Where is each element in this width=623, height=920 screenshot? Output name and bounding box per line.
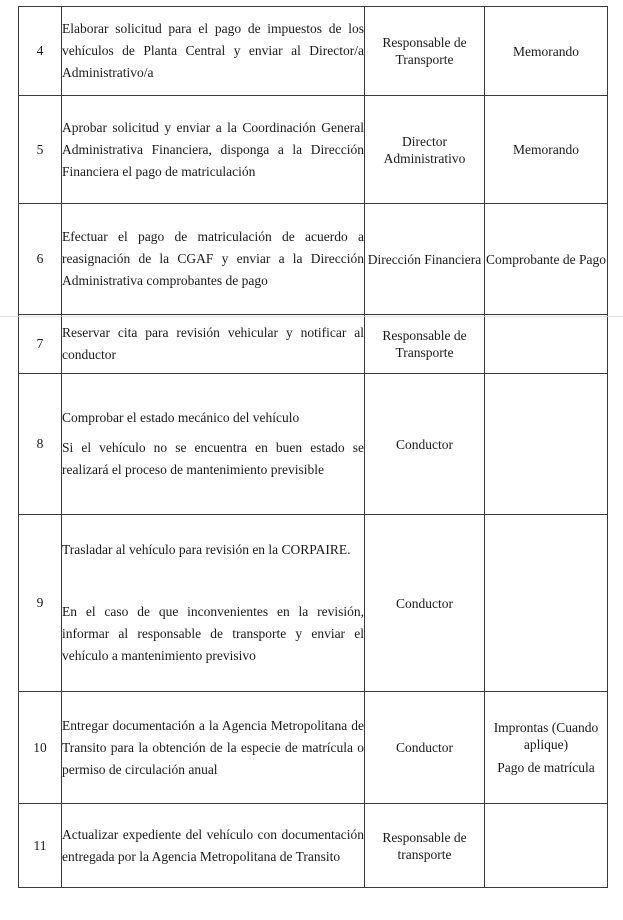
step-activity (62, 374, 365, 515)
step-responsible: Dirección Financiera (365, 204, 485, 315)
step-number: 9 (19, 515, 62, 692)
step-responsible: Conductor (365, 515, 485, 692)
activity-text: Comprobar el estado mecánico del vehículo (62, 410, 300, 425)
step-responsible: Conductor (365, 692, 485, 804)
document-text: Memorando (513, 43, 579, 59)
document-text: Comprobante de Pago (486, 251, 606, 267)
step-activity (62, 7, 365, 96)
scan-artifact-line (0, 316, 623, 317)
step-responsible: Responsable de Transporte (365, 315, 485, 374)
table-row (19, 96, 608, 204)
step-responsible: Responsable de transporte (365, 804, 485, 888)
step-document (485, 204, 608, 315)
step-document (485, 692, 608, 804)
activity-text: Efectuar el pago de matriculación de acuerdo a reasignación de la CGAF y enviar a la Dirección Administrativa comprobantes de pago (62, 229, 364, 288)
table-row (19, 804, 608, 888)
activity-text: Elaborar solicitud para el pago de impuestos de los vehículos de Planta Central y enviar al Director/a Administrativo/a (62, 21, 364, 80)
step-activity (62, 804, 365, 888)
step-document (485, 96, 608, 204)
step-activity (62, 515, 365, 692)
step-document (485, 515, 608, 692)
step-activity (62, 692, 365, 804)
document-text: Improntas (Cuando aplique) (493, 720, 599, 752)
procedure-table (18, 6, 608, 888)
document-text: Memorando (513, 142, 579, 157)
step-document (485, 7, 608, 96)
activity-text: Entregar documentación a la Agencia Metropolitana de Transito para la obtención de la especie de matrícula o permiso de circulación anual (62, 717, 364, 777)
activity-text: Actualizar expediente del vehículo con documentación entregada por la Agencia Metropolitana de Transito (62, 826, 364, 864)
table-row (19, 315, 608, 374)
table-row (19, 204, 608, 315)
step-number: 11 (19, 804, 62, 888)
step-number: 5 (19, 96, 62, 204)
table-row (19, 515, 608, 692)
table-row (19, 7, 608, 96)
step-document (485, 804, 608, 888)
step-number: 7 (19, 315, 62, 374)
document-text: Pago de matrícula (497, 760, 595, 775)
activity-text: Si el vehículo no se encuentra en buen estado se realizará el proceso de mantenimiento previsible (62, 440, 364, 477)
step-number: 10 (19, 692, 62, 804)
step-activity (62, 204, 365, 315)
step-document (485, 374, 608, 515)
step-responsible: Conductor (365, 374, 485, 515)
activity-text: Reservar cita para revisión vehicular y notificar al conductor (62, 325, 364, 362)
step-number: 8 (19, 374, 62, 515)
step-number: 6 (19, 204, 62, 315)
step-document (485, 315, 608, 374)
step-activity (62, 96, 365, 204)
step-activity (62, 315, 365, 374)
step-responsible: Responsable de Transporte (365, 7, 485, 96)
table-row (19, 692, 608, 804)
activity-text: Aprobar solicitud y enviar a la Coordinación General Administrativa Financiera, disponga a la Dirección Financiera el pago de matriculación (62, 119, 364, 179)
activity-text: En el caso de que inconvenientes en la revisión, informar al responsable de transporte y enviar el vehículo a mantenimiento previsivo (62, 604, 364, 663)
activity-text: Trasladar al vehículo para revisión en la CORPAIRE. (62, 542, 351, 557)
step-responsible: Director Administrativo (365, 96, 485, 204)
step-number: 4 (19, 7, 62, 96)
table-row (19, 374, 608, 515)
